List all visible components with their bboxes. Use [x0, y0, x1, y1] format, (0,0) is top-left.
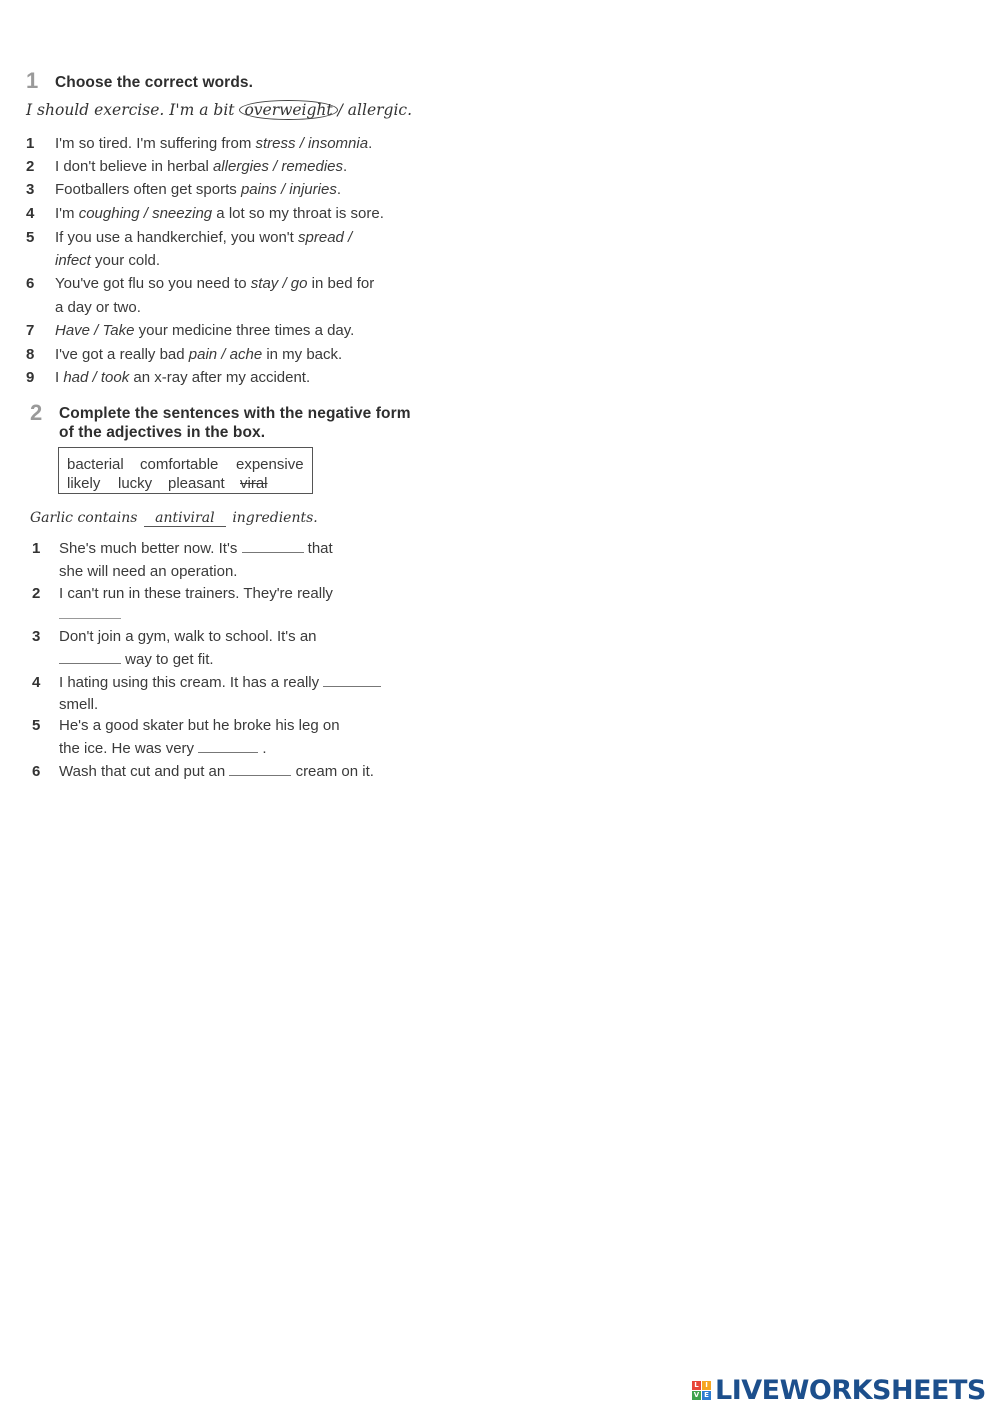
item-number: 6	[32, 763, 41, 780]
item-text-part: If you use a handkerchief, you won't	[55, 229, 299, 246]
section-2-instruction-line-2: of the adjectives in the box.	[59, 424, 266, 441]
item-text-part: Footballers often get sports	[55, 181, 241, 198]
item-text-part: .	[336, 181, 341, 198]
item-text	[55, 299, 141, 316]
item-text-part: a lot so my throat is sore.	[212, 205, 384, 222]
word-box-word: bacterial	[67, 456, 124, 473]
word-choice[interactable]: Have / Take	[55, 322, 135, 339]
item-number: 4	[32, 674, 41, 691]
logo-squares-icon	[692, 1381, 711, 1400]
item-text-part: I'm so tired. I'm suffering from	[55, 135, 256, 152]
item-number: 5	[26, 229, 35, 246]
example-text-before: I should exercise. I'm a bit	[26, 101, 240, 119]
item-text-part: I've got a really bad	[55, 346, 189, 363]
item-number: 4	[26, 205, 35, 222]
item-number: 2	[32, 585, 41, 602]
item-text-part: an x-ray after my accident.	[129, 369, 311, 386]
item-text: Don't join a gym, walk to school. It's an	[59, 628, 317, 645]
word-box-word: expensive	[236, 456, 304, 473]
item-text: He's a good skater but he broke his leg on	[59, 717, 340, 734]
item-text	[59, 763, 374, 780]
logo-text: LIVEWORKSHEETS	[715, 1375, 986, 1406]
item-text	[55, 346, 342, 363]
item-text-part: She's much better now. It's	[59, 540, 238, 557]
section-2-example	[30, 510, 318, 527]
logo-square: V	[693, 1391, 700, 1399]
answer-blank[interactable]	[242, 540, 304, 553]
item-text-part: that	[307, 540, 333, 557]
item-number: 3	[26, 181, 35, 198]
word-box-word: comfortable	[140, 456, 219, 473]
item-text: she will need an operation.	[59, 563, 238, 580]
item-text-part: in bed for	[307, 275, 375, 292]
item-text-part: a day or two.	[55, 299, 141, 316]
item-text	[55, 158, 347, 175]
word-choice[interactable]: pain / ache	[188, 346, 263, 363]
word-choice[interactable]: infect	[55, 252, 91, 269]
word-choice[interactable]: stay / go	[250, 275, 308, 292]
word-choice[interactable]: allergies / remedies	[212, 158, 344, 175]
item-text: smell.	[59, 696, 99, 713]
word-box-word-crossed: viral	[240, 475, 268, 492]
item-text-part: You've got flu so you need to	[55, 275, 251, 292]
item-text	[59, 540, 333, 557]
item-number: 9	[26, 369, 35, 386]
example-answer: antiviral	[144, 510, 226, 527]
logo-square: E	[702, 1391, 711, 1400]
logo-square: L	[692, 1381, 701, 1390]
liveworksheets-logo	[692, 1375, 986, 1406]
item-text-part: the ice. He was very	[59, 740, 195, 757]
word-choice[interactable]: coughing / sneezing	[78, 205, 213, 222]
example-text-after: / allergic.	[337, 101, 413, 119]
item-text-part: your cold.	[90, 252, 161, 269]
answer-blank[interactable]	[198, 740, 258, 753]
section-1-instruction: Choose the correct words.	[55, 74, 254, 91]
answer-blank[interactable]	[59, 651, 121, 664]
example-text-before: Garlic contains	[30, 510, 138, 526]
answer-blank[interactable]	[323, 674, 381, 687]
item-text-part: Wash that cut and put an	[59, 763, 226, 780]
item-text	[55, 252, 160, 269]
item-text	[55, 135, 372, 152]
item-text-part: way to get fit.	[125, 651, 214, 668]
word-box-word: lucky	[118, 475, 153, 492]
word-choice[interactable]: had / took	[63, 369, 130, 386]
item-text	[55, 205, 384, 222]
answer-blank[interactable]	[59, 606, 121, 619]
example-text-after: ingredients.	[232, 510, 318, 526]
logo-square: I	[702, 1381, 711, 1390]
word-box	[58, 447, 313, 494]
item-text-part: cream on it.	[295, 763, 374, 780]
section-1-example	[26, 101, 412, 119]
item-text-part: I'm	[55, 205, 79, 222]
section-2-instruction-line-1: Complete the sentences with the negative form	[59, 405, 411, 422]
item-text-part: in my back.	[262, 346, 343, 363]
item-number: 7	[26, 322, 35, 339]
item-text: the ice. He was very .	[59, 740, 267, 757]
word-choice[interactable]: spread /	[298, 229, 353, 246]
item-text	[59, 674, 381, 691]
item-number: 2	[26, 158, 35, 175]
item-number: 1	[32, 540, 41, 557]
item-text	[55, 229, 352, 246]
item-number: 6	[26, 275, 35, 292]
item-text: I can't run in these trainers. They're really	[59, 585, 333, 602]
item-text	[55, 181, 341, 198]
item-number: 8	[26, 346, 35, 363]
item-text	[55, 322, 354, 339]
item-text	[59, 651, 214, 668]
item-text-part: I	[55, 369, 64, 386]
circled-answer: overweight	[239, 100, 337, 120]
word-box-word: likely	[67, 475, 101, 492]
item-text-part: I hating using this cream. It has a really	[59, 674, 320, 691]
item-text	[55, 275, 374, 292]
answer-blank[interactable]	[229, 763, 291, 776]
section-1-number: 1	[26, 68, 39, 93]
item-text-part: I don't believe in herbal	[55, 158, 213, 175]
word-choice[interactable]: pains / injuries	[240, 181, 337, 198]
item-text-part: .	[343, 158, 348, 175]
item-number: 5	[32, 717, 41, 734]
item-number: 3	[32, 628, 41, 645]
word-box-word: pleasant	[168, 475, 225, 492]
item-text-part: your medicine three times a day.	[134, 322, 355, 339]
word-choice[interactable]: stress / insomnia	[255, 135, 369, 152]
section-2-number: 2	[30, 400, 43, 425]
item-text-part: .	[368, 135, 373, 152]
item-number: 1	[26, 135, 35, 152]
item-text	[55, 369, 310, 386]
